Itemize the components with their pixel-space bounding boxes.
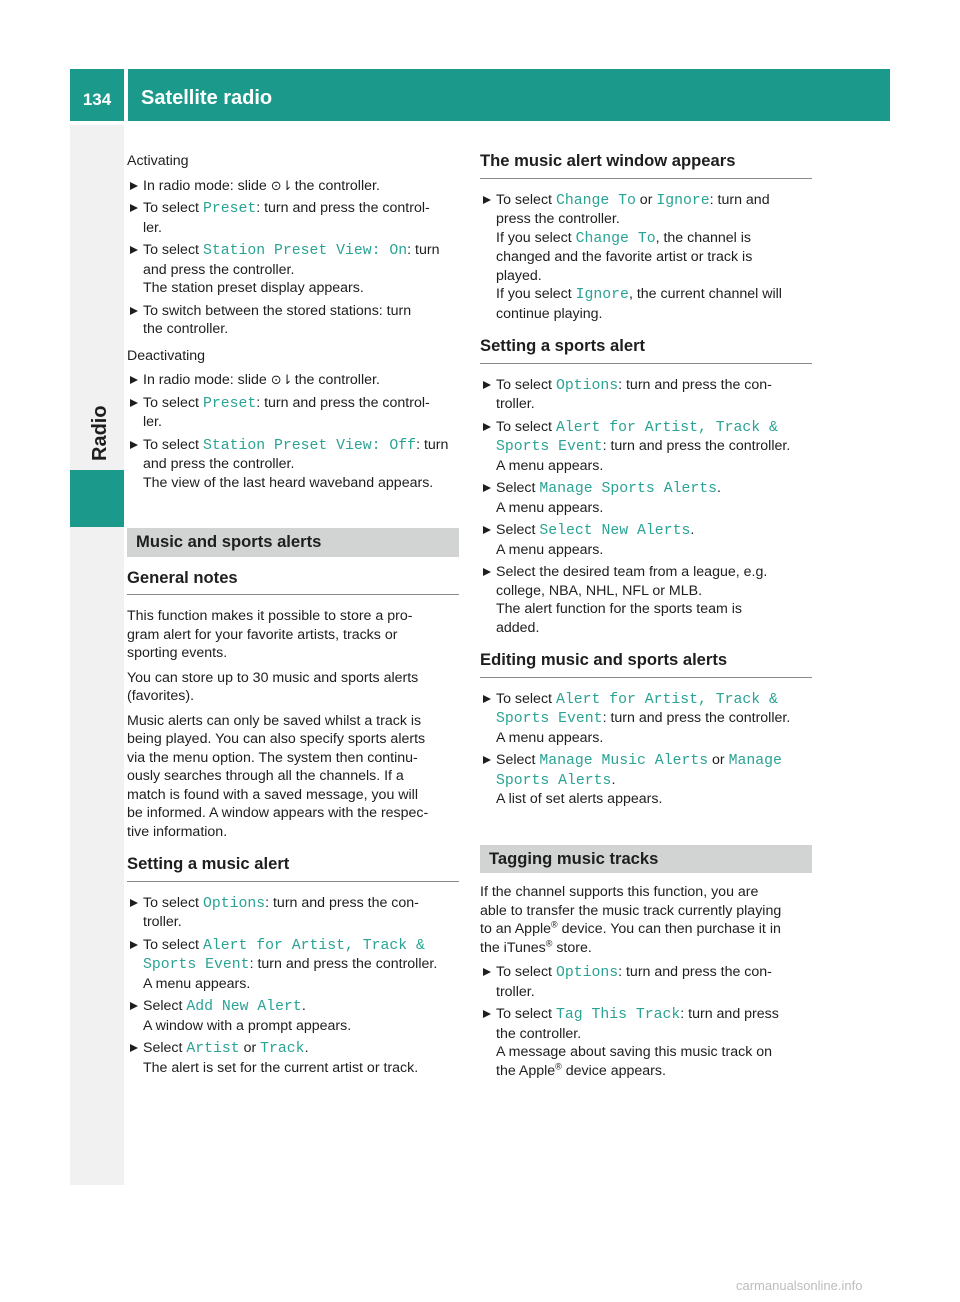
text: troller. [496, 396, 535, 412]
paragraph [127, 712, 459, 842]
text: : turn and press the controller. [602, 438, 791, 454]
text: or [708, 752, 729, 768]
paragraph [480, 883, 812, 957]
step [480, 191, 812, 324]
text: Select [143, 998, 187, 1014]
menu-item-track: Track [260, 1041, 305, 1057]
menu-item-preset: Preset [202, 395, 257, 412]
left-column [127, 152, 459, 1081]
registered-mark: ® [555, 1060, 562, 1071]
menu-item-artist: Artist [186, 1041, 240, 1057]
text: To switch between the stored stations: turn [143, 302, 412, 319]
text: be informed. A window appears with the respec- [127, 805, 429, 821]
text: ler. [143, 219, 162, 236]
heading-music-alert-window: The music alert window appears [480, 152, 812, 179]
menu-item-alert-for-artist: Alert for Artist, Track & [202, 937, 425, 954]
text: device. You can then purchase it in [557, 921, 781, 937]
right-column [480, 152, 812, 1084]
text: the iTunes [480, 939, 546, 956]
step [127, 436, 459, 493]
text: the controller. [143, 321, 229, 337]
text: Select the desired team from a league, e.g. [496, 564, 768, 580]
text: : turn and [709, 191, 770, 208]
text: press the controller. [496, 211, 620, 227]
text: To select [496, 1006, 556, 1022]
text: If the channel supports this function, you are [480, 884, 759, 900]
registered-mark: ® [551, 919, 558, 930]
step [127, 371, 459, 390]
text: A menu appears. [496, 499, 604, 516]
side-section-label: Radio [89, 405, 111, 461]
menu-item-change-to: Change To [555, 192, 636, 209]
text: The alert is set for the current artist or track. [143, 1059, 419, 1076]
text: To select [143, 936, 203, 953]
step [127, 394, 459, 432]
text: To select [496, 191, 556, 208]
step [480, 376, 812, 414]
menu-item-station-preset-view-off: Station Preset View: Off [202, 437, 417, 454]
text: Music alerts can only be saved whilst a track is [127, 712, 422, 729]
text: : turn and press the con- [265, 894, 419, 911]
menu-item-alert-for-artist: Alert for Artist, Track & [555, 419, 778, 436]
step [127, 894, 459, 932]
text: A window with a prompt appears. [143, 1017, 352, 1034]
text: To select [143, 436, 203, 453]
registered-mark: ® [545, 937, 553, 948]
text: A menu appears. [496, 457, 604, 474]
text: In radio mode: slide [143, 177, 271, 194]
text: : turn and press the con- [618, 376, 772, 393]
text: To select [143, 242, 203, 258]
text: To select [143, 200, 203, 216]
text: , the channel is [655, 229, 752, 246]
activating-label: Activating [127, 153, 189, 169]
menu-item-change-to: Change To [575, 230, 656, 247]
heading-setting-sports-alert: Setting a sports alert [480, 337, 812, 364]
text: store. [552, 939, 592, 956]
text: via the menu option. The system then continu- [127, 749, 418, 766]
text: : turn [416, 436, 449, 453]
text: (favorites). [127, 688, 195, 704]
step [480, 690, 812, 748]
menu-item-sports-alerts: Sports Alerts [496, 772, 612, 789]
text: Select [496, 480, 540, 496]
step [480, 479, 812, 517]
text: tive information. [127, 823, 228, 840]
menu-item-options: Options [555, 377, 619, 394]
deactivating-label: Deactivating [127, 347, 206, 364]
text: A menu appears. [143, 975, 251, 992]
paragraph [127, 669, 459, 706]
text: . [716, 480, 721, 496]
text: able to transfer the music track currently playing [480, 902, 782, 919]
page-title: Satellite radio [128, 69, 890, 121]
menu-item-alert-for-artist: Alert for Artist, Track & [555, 691, 778, 708]
step [127, 1039, 459, 1077]
text: : turn and press the control- [256, 394, 430, 411]
menu-item-ignore: Ignore [656, 192, 710, 209]
watermark: carmanualsonline.info [736, 1278, 863, 1293]
menu-item-select-new-alerts: Select New Alerts [539, 523, 691, 539]
text: : turn and press the controller. [602, 710, 791, 726]
page-number: 134 [70, 69, 124, 121]
text: To select [143, 394, 203, 411]
paragraph [127, 607, 459, 663]
text: troller. [496, 983, 535, 1000]
menu-item-preset: Preset [202, 201, 257, 217]
heading-setting-music-alert: Setting a music alert [127, 855, 459, 882]
text: : turn and press the controller. [249, 956, 438, 972]
text: A message about saving this music track on [496, 1044, 773, 1060]
text: . [611, 771, 616, 788]
step [480, 751, 812, 809]
text: the Apple [496, 1062, 556, 1079]
text: To select [143, 894, 203, 911]
text: In radio mode: slide [143, 372, 271, 388]
menu-item-ignore: Ignore [575, 287, 629, 303]
text: To select [496, 964, 556, 980]
text: , the current channel will [628, 286, 782, 302]
text: gram alert for your favorite artists, tracks or [127, 626, 398, 643]
text: : turn and press [680, 1006, 779, 1022]
text: or [239, 1040, 261, 1056]
step [480, 418, 812, 476]
section-heading-tagging-music-tracks: Tagging music tracks [480, 845, 812, 874]
menu-item-manage: Manage [728, 753, 782, 769]
step [480, 1005, 812, 1080]
controller-slide-icon: ⊙⇂ [270, 177, 293, 193]
text: Select [496, 522, 540, 538]
side-strip [70, 125, 124, 1185]
text: match is found with a saved message, you will [127, 786, 418, 803]
step [127, 302, 459, 339]
text: the controller. [290, 372, 380, 388]
text: device appears. [561, 1062, 666, 1079]
text: ler. [143, 414, 162, 430]
menu-item-station-preset-view-on: Station Preset View: On [202, 243, 408, 259]
menu-item-manage-music-alerts: Manage Music Alerts [539, 753, 709, 769]
text: the controller. [290, 177, 380, 194]
text: The station preset display appears. [143, 280, 364, 296]
menu-item-sports-event: Sports Event [496, 711, 603, 727]
text: played. [496, 267, 542, 284]
step [480, 563, 812, 637]
step [480, 963, 812, 1001]
controller-slide-icon: ⊙⇂ [270, 372, 293, 387]
text: To select [496, 418, 556, 435]
text: to an Apple [480, 921, 551, 937]
heading-general-notes: General notes [127, 569, 459, 596]
text: To select [496, 690, 556, 707]
menu-item-add-new-alert: Add New Alert [186, 999, 302, 1015]
text: Select [496, 752, 540, 768]
text: sporting events. [127, 645, 228, 661]
text: . [301, 998, 306, 1014]
text: or [635, 191, 657, 208]
step [127, 177, 459, 196]
menu-item-tag-this-track: Tag This Track [555, 1007, 681, 1023]
text: . [304, 1040, 309, 1056]
text: college, NBA, NHL, NFL or MLB. [496, 582, 703, 599]
section-heading-music-sports-alerts: Music and sports alerts [127, 528, 459, 557]
heading-editing-alerts: Editing music and sports alerts [480, 651, 812, 678]
step [127, 997, 459, 1035]
text: changed and the favorite artist or track is [496, 249, 753, 265]
text: To select [496, 376, 556, 393]
text: You can store up to 30 music and sports alerts [127, 669, 419, 686]
side-section-marker [70, 470, 124, 527]
text: : turn and press the con- [618, 964, 772, 980]
step [480, 521, 812, 559]
text: and press the controller. [143, 261, 295, 278]
text: A menu appears. [496, 729, 604, 746]
text: continue playing. [496, 305, 603, 322]
text: and press the controller. [143, 456, 295, 472]
menu-item-sports-event: Sports Event [143, 957, 250, 973]
text: . [690, 522, 695, 538]
text: troller. [143, 914, 182, 930]
menu-item-manage-sports-alerts: Manage Sports Alerts [539, 481, 717, 497]
text: : turn [407, 242, 440, 258]
text: ously searches through all the channels. If a [127, 768, 404, 784]
menu-item-options: Options [202, 895, 266, 912]
text: added. [496, 619, 540, 636]
text: : turn and press the control- [256, 200, 430, 216]
text: The alert function for the sports team is [496, 601, 743, 617]
text: Select [143, 1040, 187, 1056]
menu-item-options: Options [555, 965, 619, 981]
menu-item-sports-event: Sports Event [496, 439, 603, 455]
text: the controller. [496, 1025, 582, 1042]
text: If you select [496, 229, 576, 246]
step [127, 936, 459, 994]
text: A list of set alerts appears. [496, 791, 663, 807]
text: A menu appears. [496, 541, 604, 558]
text: being played. You can also specify sports alerts [127, 731, 426, 747]
text: This function makes it possible to store a pro- [127, 608, 413, 624]
text: The view of the last heard waveband appears. [143, 474, 434, 491]
step [127, 199, 459, 237]
text: If you select [496, 286, 576, 302]
step [127, 241, 459, 298]
